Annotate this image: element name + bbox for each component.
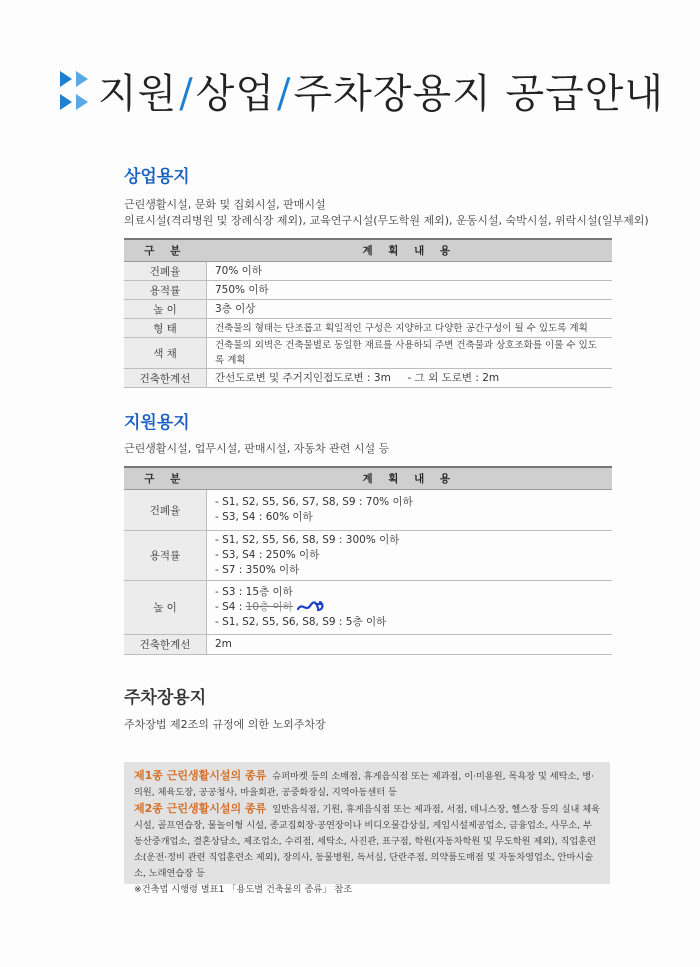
page-title: 지원/상업/주차장용지 공급안내 [98,71,665,117]
type2-title: 제2종 근린생활시설의 종류 [134,802,267,815]
support-table [124,466,612,655]
value-line: - S1, S2, S5, S6, S7, S8, S9 : 70% 이하 [215,496,413,508]
table-header-row [124,467,612,490]
support-use-line: 근린생활시설, 업무시설, 판매시설, 자동차 관련 시설 등 [124,442,390,455]
row-label: 용적률 [124,281,207,300]
value-line: - S7 : 350% 이하 [215,564,300,576]
type1-title: 제1종 근린생활시설의 종류 [134,769,267,782]
row-value: 3층 이상 [207,300,613,319]
page-header [60,62,664,119]
value-line: - S1, S2, S5, S6, S8, S9 : 300% 이하 [215,534,400,546]
table-row [124,369,612,388]
parking-use-line: 주차장법 제2조의 규정에 의한 노외주차장 [124,718,326,731]
column-header: 계 획 내 용 [207,467,613,490]
struck-value: 10층 이하 [245,601,293,613]
value-line [215,600,604,615]
row-label: 건축한계선 [124,369,207,388]
table-row [124,490,612,531]
row-value [207,490,613,531]
table-row [124,635,612,655]
row-value: 건축물의 형태는 단조롭고 획일적인 구성은 지양하고 다양한 공간구성이 될 수 있도록 계획 [207,319,613,338]
row-value: 750% 이하 [207,281,613,300]
row-value [207,581,613,635]
double-chevron-icon [60,71,88,110]
parking-heading: 주차장용지 [124,688,207,708]
table-row [124,262,612,281]
row-label: 건축한계선 [124,635,207,655]
column-header: 구 분 [124,467,207,490]
value-line: - S3 : 15층 이하 [215,586,293,598]
value-line: - S3, S4 : 250% 이하 [215,549,320,561]
row-label: 건폐율 [124,490,207,531]
table-row [124,338,612,369]
value-line: - S3, S4 : 60% 이하 [215,511,313,523]
type1-note [134,768,600,801]
table-header-row [124,239,612,262]
support-heading: 지원용지 [124,413,190,433]
row-value: 70% 이하 [207,262,613,281]
row-label: 높 이 [124,581,207,635]
type2-text: 일반음식점, 기원, 휴게음식점 또는 제과점, 서점, 테니스장, 헬스장 등의 실내 체육시설, 골프연습장, 물놀이형 시설, 종교집회장·공연장이나 비디오물감상실, 게임시설제공업소, 금융업소, 사무소, 부동산중개업소, 결혼상담소, 제조업소, 수리점, 세탁소, 사진관, 표구점, 학원(자동차학원 및 무도학원 제외), 직업훈련소(운전·정비 관련 직업훈련소 제외), 장의사, 동물병원, 독서실, 단란주점, 의약품도매점 및 자동차영업소, 안마시술소, 노래연습장 등 [134,804,601,879]
table-row [124,281,612,300]
commercial-table [124,238,612,388]
commercial-heading: 상업용지 [124,167,190,187]
type1-text: 슈퍼마켓 등의 소매점, 휴게음식점 또는 제과점, 이·미용원, 목욕장 및 세탁소, 병·의원, 체육도장, 공공청사, 마을회관, 공중화장실, 지역아동센터 등 [134,771,595,798]
table-row [124,300,612,319]
row-label: 높 이 [124,300,207,319]
commercial-use-line2: 의료시설(격리병원 및 장례식장 제외), 교육연구시설(무도학원 제외), 운동시설, 숙박시설, 위락시설(일부제외) [124,214,649,227]
footnote: ※건축법 시행령 별표1 「용도별 건축물의 종류」 참조 [134,884,353,895]
column-header: 계 획 내 용 [207,239,613,262]
row-value [207,531,613,581]
row-label: 형 태 [124,319,207,338]
row-value: 간선도로변 및 주거지인접도로변 : 3m - 그 외 도로변 : 2m [207,369,613,388]
column-header: 구 분 [124,239,207,262]
type2-note [134,801,600,882]
row-value: 건축물의 외벽은 건축물별로 동일한 재료를 사용하되 주변 건축물과 상호조화를 이룰 수 있도록 계획 [207,338,613,369]
row-label: 색 채 [124,338,207,369]
table-row [124,531,612,581]
table-row [124,319,612,338]
facility-types-note [124,762,610,895]
row-label: 건폐율 [124,262,207,281]
value-line: - S1, S2, S5, S6, S8, S9 : 5층 이하 [215,616,387,628]
row-label: 용적률 [124,531,207,581]
handwritten-mark-icon [296,600,326,614]
row-value: 2m [207,635,613,655]
value-prefix: - S4 : [215,601,246,613]
commercial-use-line1: 근린생활시설, 문화 및 집회시설, 판매시설 [124,198,326,211]
table-row [124,581,612,635]
